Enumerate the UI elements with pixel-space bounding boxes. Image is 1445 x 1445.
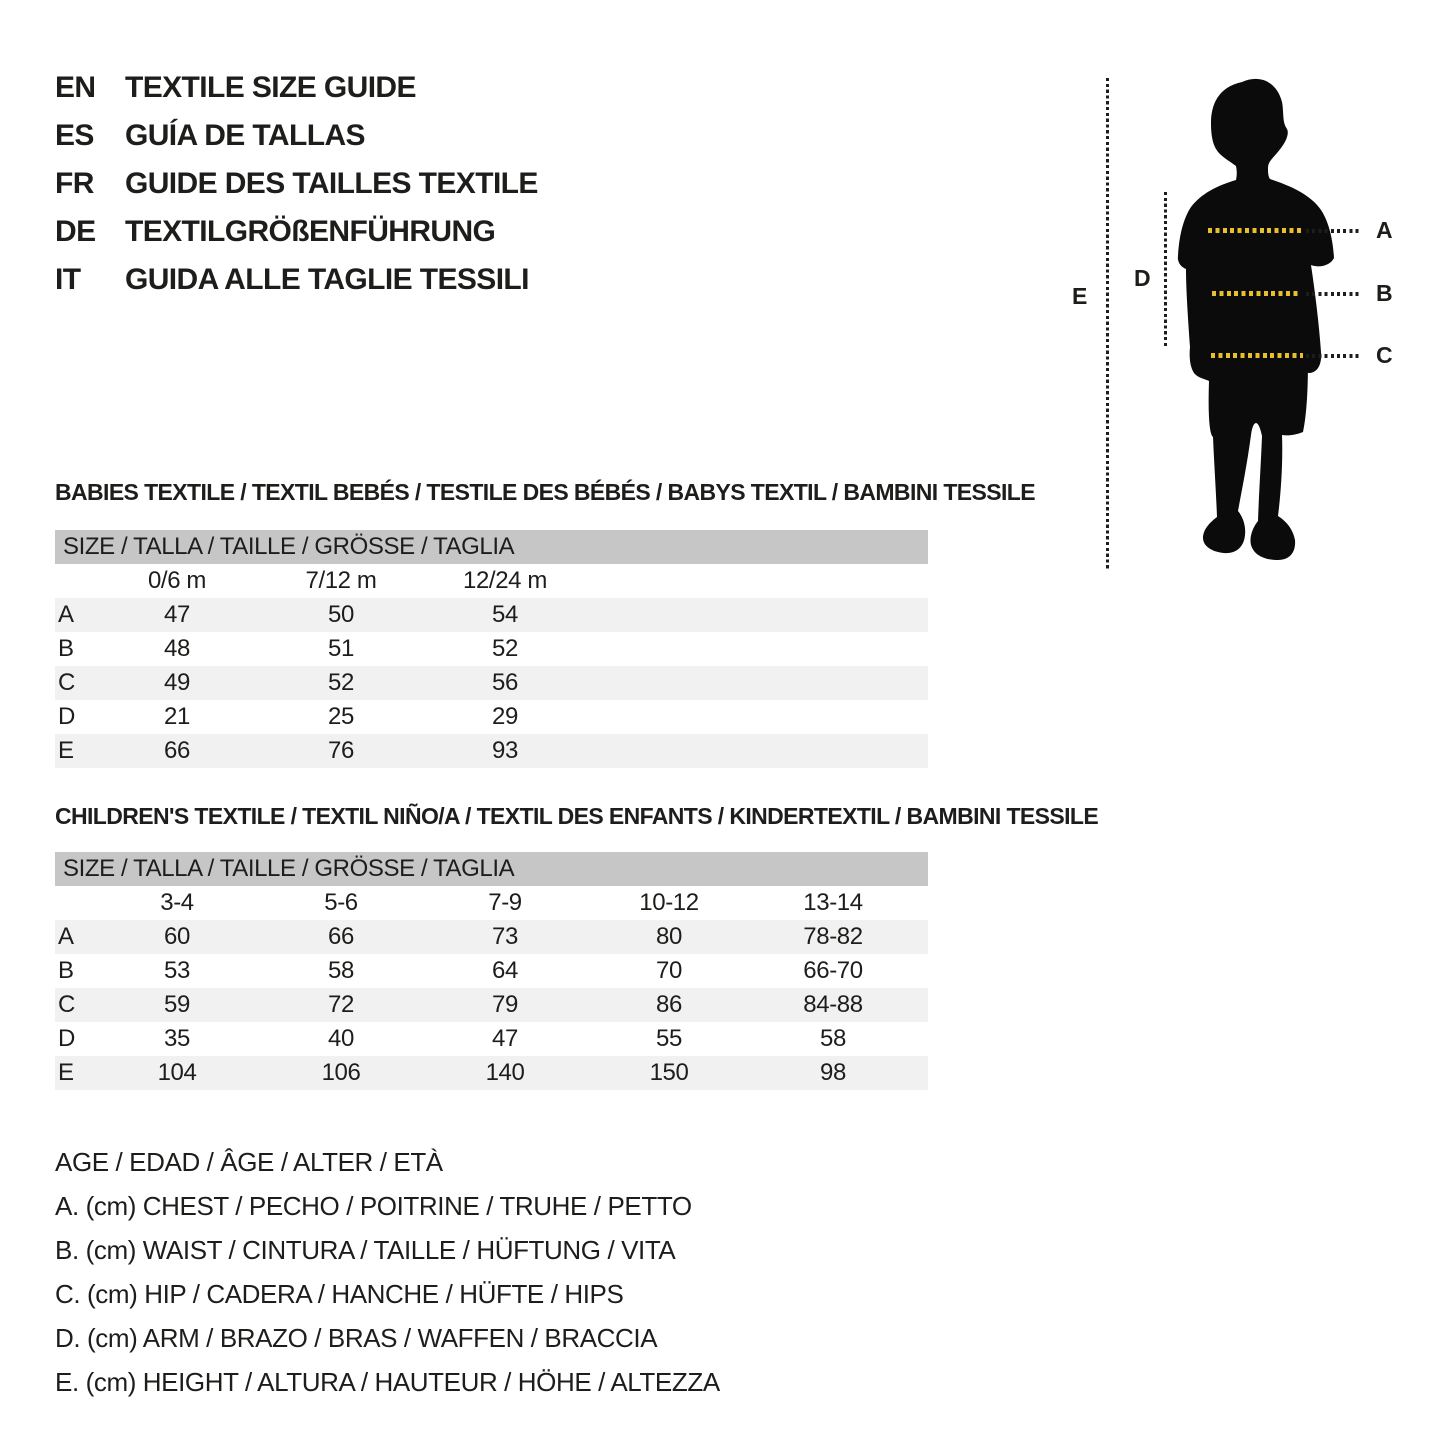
table-row xyxy=(55,1056,928,1090)
size-cell: 150 xyxy=(649,1059,689,1086)
size-cell: 79 xyxy=(492,991,518,1018)
size-cell: 48 xyxy=(164,635,190,662)
size-cell: 49 xyxy=(164,669,190,696)
size-cell: 55 xyxy=(656,1025,682,1052)
column-header: 10-12 xyxy=(639,889,699,916)
size-cell: 21 xyxy=(164,703,190,730)
legend-hip: C. (cm) HIP / CADERA / HANCHE / HÜFTE / HIPS xyxy=(55,1279,624,1309)
lang-code: DE xyxy=(55,215,96,248)
table-row xyxy=(55,1022,928,1056)
filler xyxy=(587,632,928,666)
column-header: 5-6 xyxy=(324,889,358,916)
table-row xyxy=(55,632,928,666)
size-cell: 78-82 xyxy=(803,923,863,950)
filler xyxy=(915,920,928,954)
lang-code: IT xyxy=(55,263,81,296)
figure-label-D: D xyxy=(1134,265,1151,291)
measurement-legend xyxy=(55,1140,720,1404)
size-cell: 106 xyxy=(321,1059,361,1086)
size-header-bar: SIZE / TALLA / TAILLE / GRÖSSE / TAGLIA xyxy=(55,530,928,564)
filler xyxy=(587,700,928,734)
size-cell: 93 xyxy=(492,737,518,764)
size-cell: 29 xyxy=(492,703,518,730)
children-table xyxy=(55,886,928,1090)
column-header-row xyxy=(55,886,928,920)
table-row xyxy=(55,598,928,632)
guide-title: GUIDA ALLE TAGLIE TESSILI xyxy=(125,263,529,296)
row-label: C xyxy=(58,669,75,696)
waist-measure-line-B xyxy=(1212,291,1298,296)
size-cell: 98 xyxy=(820,1059,846,1086)
babies-size-table xyxy=(55,530,928,768)
legend-age: AGE / EDAD / ÂGE / ALTER / ETÀ xyxy=(55,1147,443,1177)
filler xyxy=(915,886,928,920)
babies-table xyxy=(55,564,928,768)
hip-pointer-line-C xyxy=(1306,354,1362,358)
column-header: 7-9 xyxy=(488,889,522,916)
row-label: E xyxy=(58,737,74,764)
waist-pointer-line-B xyxy=(1306,292,1362,296)
column-header: 12/24 m xyxy=(463,567,547,594)
size-cell: 56 xyxy=(492,669,518,696)
column-header-row xyxy=(55,564,928,598)
row-label: E xyxy=(58,1059,74,1086)
height-measure-line-E xyxy=(1106,78,1109,570)
size-cell: 40 xyxy=(328,1025,354,1052)
legend-chest: A. (cm) CHEST / PECHO / POITRINE / TRUHE / PETTO xyxy=(55,1191,692,1221)
figure-label-C: C xyxy=(1376,342,1393,368)
row-label: D xyxy=(58,1025,75,1052)
children-size-table xyxy=(55,852,928,1090)
size-cell: 73 xyxy=(492,923,518,950)
lang-code: ES xyxy=(55,119,94,152)
filler xyxy=(587,734,928,768)
size-cell: 25 xyxy=(328,703,354,730)
chest-pointer-line-A xyxy=(1306,229,1362,233)
size-cell: 104 xyxy=(157,1059,197,1086)
size-cell: 70 xyxy=(656,957,682,984)
size-cell: 86 xyxy=(656,991,682,1018)
table-row xyxy=(55,666,928,700)
size-cell: 50 xyxy=(328,601,354,628)
size-cell: 58 xyxy=(328,957,354,984)
row-label: A xyxy=(58,923,74,950)
legend-arm: D. (cm) ARM / BRAZO / BRAS / WAFFEN / BRACCIA xyxy=(55,1323,658,1353)
table-row xyxy=(55,700,928,734)
guide-title: TEXTILGRÖßENFÜHRUNG xyxy=(125,215,496,248)
size-cell: 64 xyxy=(492,957,518,984)
size-cell: 53 xyxy=(164,957,190,984)
size-cell: 58 xyxy=(820,1025,846,1052)
table-row xyxy=(55,954,928,988)
column-header: 3-4 xyxy=(160,889,194,916)
row-label: B xyxy=(58,957,74,984)
filler xyxy=(915,988,928,1022)
size-cell: 47 xyxy=(164,601,190,628)
lang-row-es xyxy=(55,112,538,160)
size-cell: 66 xyxy=(328,923,354,950)
size-cell: 59 xyxy=(164,991,190,1018)
size-cell: 140 xyxy=(485,1059,525,1086)
legend-height: E. (cm) HEIGHT / ALTURA / HAUTEUR / HÖHE / ALTEZZA xyxy=(55,1367,720,1397)
filler xyxy=(587,666,928,700)
figure-label-E: E xyxy=(1072,283,1087,309)
row-label: B xyxy=(58,635,74,662)
lang-row-fr xyxy=(55,160,538,208)
row-label-spacer xyxy=(55,886,95,920)
size-cell: 60 xyxy=(164,923,190,950)
guide-title: GUIDE DES TAILLES TEXTILE xyxy=(125,167,538,200)
guide-title: TEXTILE SIZE GUIDE xyxy=(125,71,416,104)
lang-row-de xyxy=(55,208,538,256)
child-silhouette xyxy=(1150,60,1380,590)
lang-code: FR xyxy=(55,167,94,200)
filler xyxy=(915,954,928,988)
column-header: 7/12 m xyxy=(305,567,377,594)
size-cell: 52 xyxy=(492,635,518,662)
filler xyxy=(587,564,928,598)
filler xyxy=(915,1056,928,1090)
size-cell: 54 xyxy=(492,601,518,628)
row-label-spacer xyxy=(55,564,95,598)
size-cell: 52 xyxy=(328,669,354,696)
size-cell: 76 xyxy=(328,737,354,764)
hip-measure-line-C xyxy=(1211,353,1303,358)
size-cell: 80 xyxy=(656,923,682,950)
size-cell: 35 xyxy=(164,1025,190,1052)
babies-section-title: BABIES TEXTILE / TEXTIL BEBÉS / TESTILE DES BÉBÉS / BABYS TEXTIL / BAMBINI TESSILE xyxy=(55,479,1035,505)
table-row xyxy=(55,734,928,768)
column-header: 13-14 xyxy=(803,889,863,916)
filler xyxy=(587,598,928,632)
figure-label-B: B xyxy=(1376,280,1393,306)
size-cell: 66 xyxy=(164,737,190,764)
table-row xyxy=(55,920,928,954)
row-label: D xyxy=(58,703,75,730)
row-label: A xyxy=(58,601,74,628)
row-label: C xyxy=(58,991,75,1018)
size-cell: 47 xyxy=(492,1025,518,1052)
size-header-bar: SIZE / TALLA / TAILLE / GRÖSSE / TAGLIA xyxy=(55,852,928,886)
size-cell: 84-88 xyxy=(803,991,863,1018)
arm-measure-line-D xyxy=(1164,192,1167,348)
guide-title: GUÍA DE TALLAS xyxy=(125,119,365,152)
table-row xyxy=(55,988,928,1022)
size-cell: 66-70 xyxy=(803,957,863,984)
language-title-list xyxy=(55,64,538,304)
lang-row-it xyxy=(55,256,538,304)
lang-row-en xyxy=(55,64,538,112)
size-cell: 51 xyxy=(328,635,354,662)
lang-code: EN xyxy=(55,71,96,104)
figure-label-A: A xyxy=(1376,217,1393,243)
chest-measure-line-A xyxy=(1208,228,1303,233)
legend-waist: B. (cm) WAIST / CINTURA / TAILLE / HÜFTUNG / VITA xyxy=(55,1235,676,1265)
filler xyxy=(915,1022,928,1056)
size-cell: 72 xyxy=(328,991,354,1018)
column-header: 0/6 m xyxy=(147,567,207,594)
children-section-title: CHILDREN'S TEXTILE / TEXTIL NIÑO/A / TEXTIL DES ENFANTS / KINDERTEXTIL / BAMBINI TESSILE xyxy=(55,803,1099,829)
